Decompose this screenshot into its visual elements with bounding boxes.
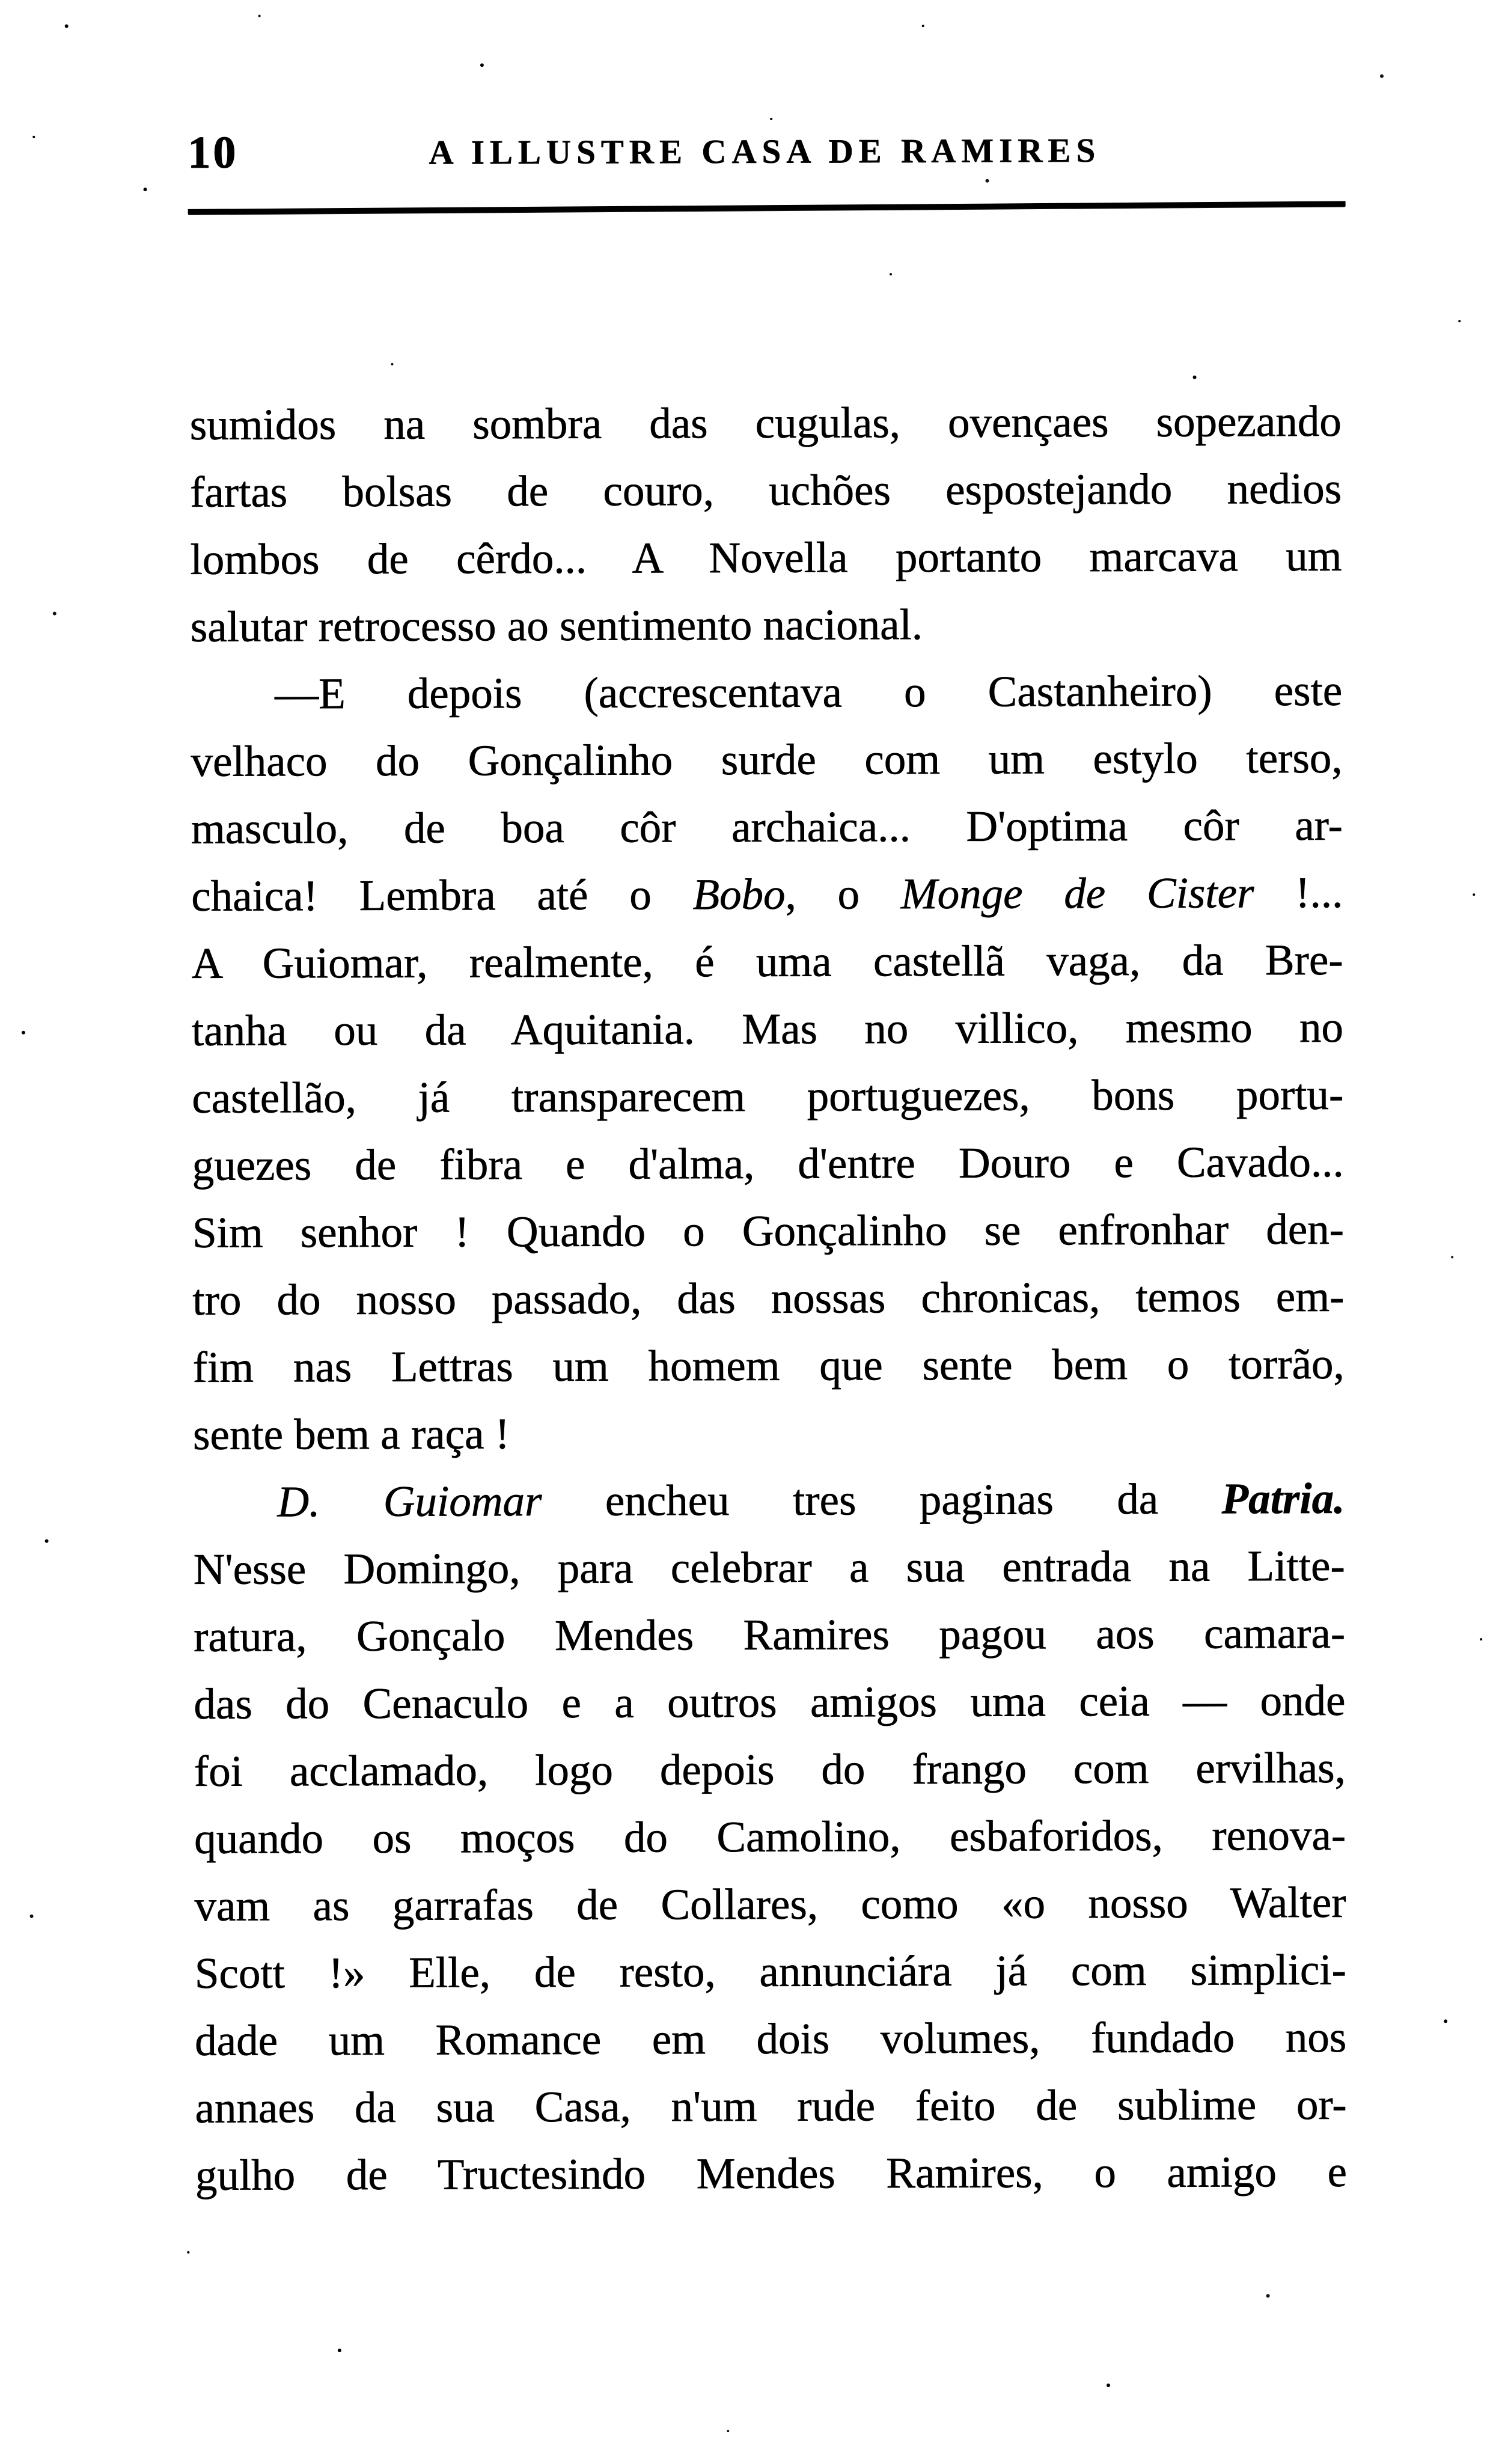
- text-line: fartas bolsas de couro, uchões espostejando nedios: [190, 463, 1342, 516]
- text-line: masculo, de boa côr archaica... D'optima côr ar-: [191, 800, 1343, 853]
- text-line: velhaco do Gonçalinho surde com um estylo terso,: [191, 733, 1343, 786]
- text-line: ratura, Gonçalo Mendes Ramires pagou aos camara-: [193, 1608, 1346, 1661]
- header-rule: [188, 201, 1346, 214]
- text-line: castellão, já transparecem portuguezes, bons portu-: [192, 1069, 1344, 1122]
- text-line: das do Cenaculo e a outros amigos uma ceia — onde: [194, 1675, 1346, 1728]
- body-text: [190, 388, 1347, 2209]
- text-line: sente bem a raça !: [192, 1409, 510, 1459]
- text-line: fim nas Lettras um homem que sente bem o torrão,: [192, 1339, 1345, 1392]
- text-line: Scott !» Elle, de resto, annunciára já com simplici-: [194, 1945, 1346, 1998]
- text-line: dade um Romance em dois volumes, fundado nos: [195, 2012, 1347, 2065]
- text-line: vam as garrafas de Collares, como «o nosso Walter: [194, 1877, 1346, 1930]
- text-line: annaes da sua Casa, n'um rude feito de sublime or-: [195, 2079, 1347, 2132]
- italic-run: Monge de Cister: [900, 868, 1254, 919]
- text-line: tro do nosso passado, das nossas chronicas, temos em-: [192, 1271, 1345, 1324]
- text-line: lombos de cêrdo... A Novella portanto marcava um: [190, 531, 1342, 584]
- text-line: quando os moços do Camolino, esbaforidos, renova-: [194, 1810, 1346, 1863]
- text-line: gulho de Tructesindo Mendes Ramires, o amigo e: [195, 2147, 1348, 2200]
- text-line: foi acclamado, logo depois do frango com ervilhas,: [194, 1743, 1346, 1796]
- text-line: chaica! Lembra até o Bobo, o Monge de Cister !...: [191, 867, 1343, 920]
- text-line: guezes de fibra e d'alma, d'entre Douro e Cavado...: [192, 1137, 1344, 1190]
- text-line: tanha ou da Aquitania. Mas no villico, mesmo no: [191, 1002, 1344, 1055]
- bold-italic-run: Patria.: [1221, 1473, 1345, 1523]
- running-header-title: A ILLUSTRE CASA DE RAMIRES: [429, 132, 1101, 172]
- text-line: salutar retrocesso ao sentimento nacional.: [190, 600, 923, 651]
- text-line: A Guiomar, realmente, é uma castellã vaga, da Bre-: [191, 935, 1343, 988]
- italic-run: D. Guiomar: [277, 1476, 542, 1526]
- text-line: D. Guiomar encheu tres paginas da Patria.: [277, 1473, 1345, 1526]
- italic-run: Bobo: [692, 869, 786, 919]
- text-line: Sim senhor ! Quando o Gonçalinho se enfronhar den-: [192, 1204, 1345, 1257]
- text-line: sumidos na sombra das cugulas, ovençaes sopezando: [189, 396, 1342, 449]
- page-number: 10: [188, 127, 239, 178]
- text-line: —E depois (accrescentava o Castanheiro) este: [275, 665, 1343, 718]
- text-line: N'esse Domingo, para celebrar a sua entrada na Litte-: [193, 1541, 1345, 1594]
